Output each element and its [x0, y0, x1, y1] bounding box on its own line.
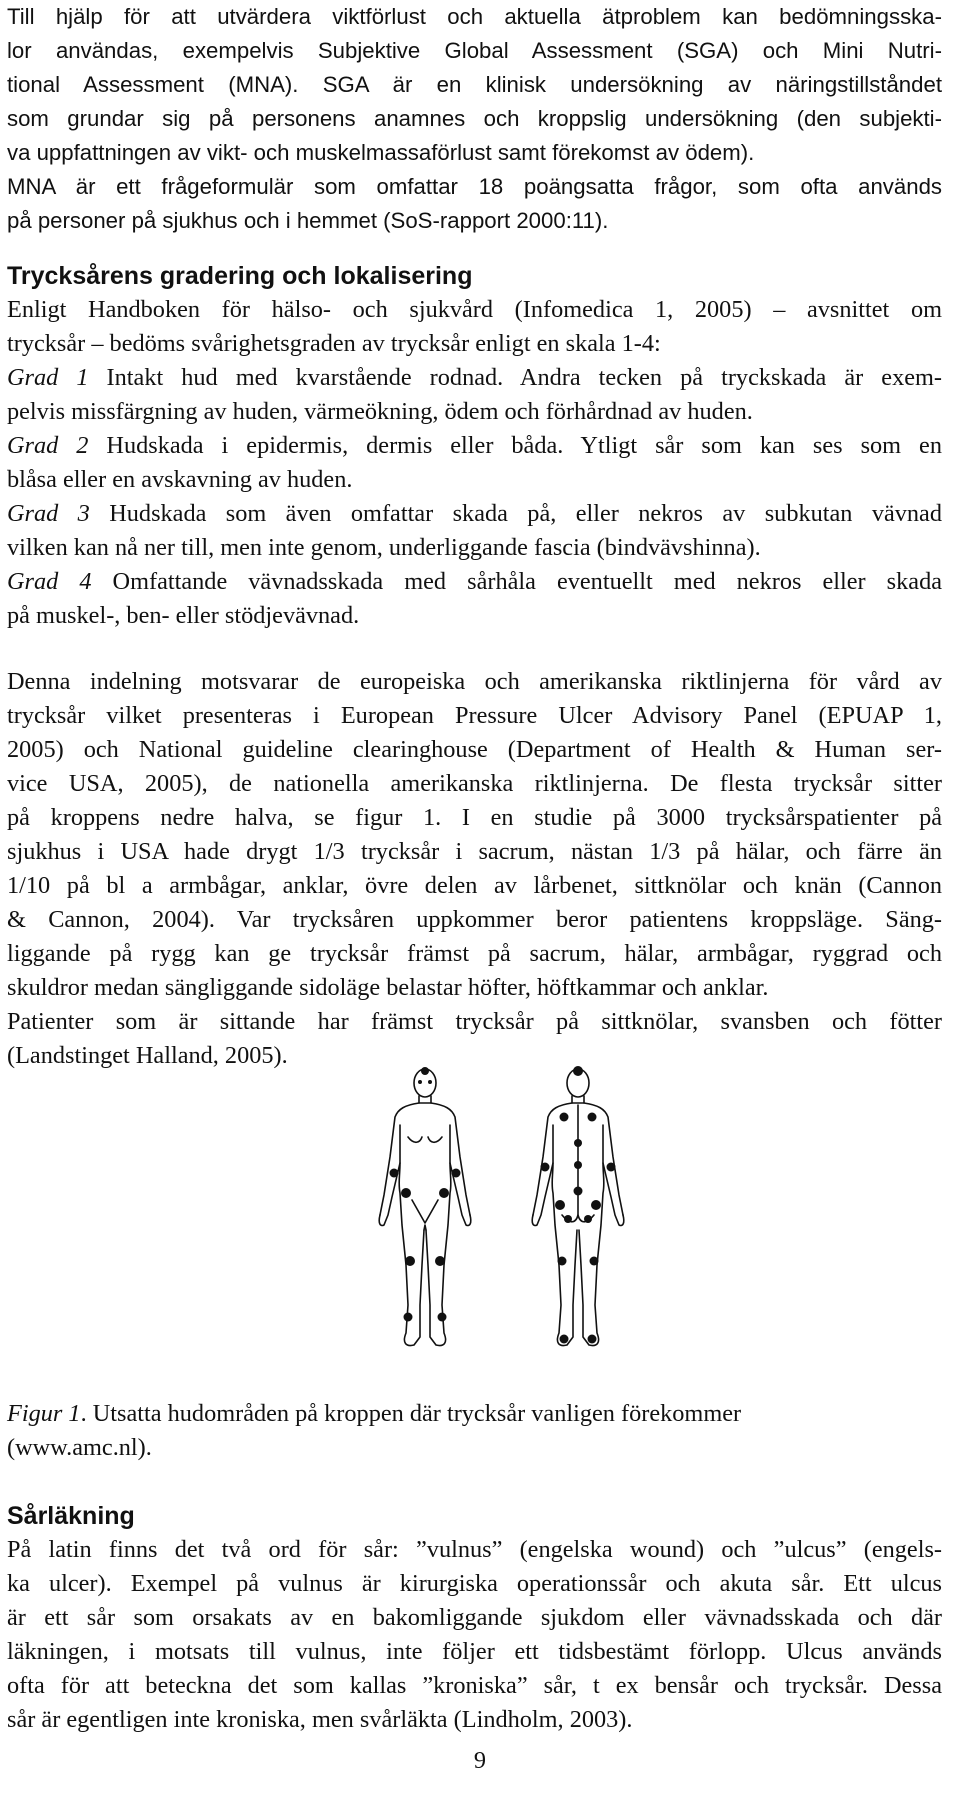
text-line: tional Assessment (MNA). SGA är en klinisk undersökning av näringstillståndet: [7, 72, 942, 97]
back-body-figure: [532, 1069, 624, 1346]
text-line: liggande på rygg kan ge trycksår främst på sacrum, hälar, armbågar, ryggrad och: [7, 940, 942, 967]
text-line: MNA är ett frågeformulär som omfattar 18 poängsatta frågor, som ofta används: [7, 174, 942, 199]
text-line: va uppfattningen av vikt- och muskelmassaförlust samt förekomst av ödem).: [7, 140, 755, 165]
grade-label: Grad 2: [7, 432, 89, 459]
text-line: På latin finns det två ord för sår: ”vulnus” (engelska wound) och ”ulcus” (engels-: [7, 1536, 942, 1563]
text-line: sjukhus i USA hade drygt 1/3 trycksår i sacrum, nästan 1/3 på hälar, och färre än: [7, 838, 942, 865]
figure-caption: [7, 1397, 942, 1465]
text-line: på kroppens nedre halva, se figur 1. I en studie på 3000 trycksårspatienter på: [7, 804, 942, 831]
text-line: vice USA, 2005), de nationella amerikanska riktlinjerna. De flesta trycksår sitter: [7, 770, 942, 797]
text-line: på personer på sjukhus och i hemmet (SoS-rapport 2000:11).: [7, 208, 609, 233]
section-heading: Trycksårens gradering och lokalisering: [7, 262, 473, 290]
text-line: trycksår vilket presenteras i European Pressure Ulcer Advisory Panel (EPUAP 1,: [7, 702, 942, 729]
grade-3-line: Grad 3 Hudskada som även omfattar skada på, eller nekros av subkutan vävnad: [7, 500, 942, 527]
pressure-point-markers: [390, 1066, 616, 1344]
text-line: pelvis missfärgning av huden, värmeökning, ödem och förhårdnad av huden.: [7, 398, 753, 425]
grade-2-line: Grad 2 Hudskada i epidermis, dermis eller båda. Ytligt sår som kan ses som en: [7, 432, 942, 459]
text-line: Patienter som är sittande har främst trycksår på sittknölar, svansben och fötter: [7, 1008, 942, 1035]
text-line: blåsa eller en avskavning av huden.: [7, 466, 353, 493]
text-line: 2005) och National guideline clearinghouse (Department of Health & Human ser-: [7, 736, 942, 763]
grade-label: Grad 3: [7, 500, 90, 527]
text-line: ofta för att beteckna det som kallas ”kroniska” sår, t ex bensår och trycksår. Dessa: [7, 1672, 942, 1699]
figure-label: Figur 1: [7, 1400, 81, 1427]
text-line: ka ulcer). Exempel på vulnus är kirurgiska operationssår och akuta sår. Ett ulcus: [7, 1570, 942, 1597]
location-paragraph: [7, 665, 942, 1073]
section-heading: Sårläkning: [7, 1502, 135, 1530]
body-outline-illustration: [350, 1065, 650, 1370]
caption-line: Figur 1. Utsatta hudområden på kroppen där trycksår vanligen förekommer: [7, 1400, 742, 1427]
intro-paragraph: [7, 0, 942, 238]
page-number: 9: [473, 1747, 487, 1774]
text-line: på muskel-, ben- eller stödjevävnad.: [7, 602, 360, 629]
text-line: (Landstinget Halland, 2005).: [7, 1042, 288, 1069]
grade-label: Grad 1: [7, 364, 89, 391]
text-line: är ett sår som orsakats av en bakomliggande sjukdom eller vävnadsskada och där: [7, 1604, 942, 1631]
text-line: lor användas, exempelvis Subjektive Global Assessment (SGA) och Mini Nutri-: [7, 38, 942, 63]
grading-text: [7, 293, 942, 633]
text-line: Denna indelning motsvarar de europeiska och amerikanska riktlinjerna för vård av: [7, 668, 942, 695]
text-line: Enligt Handboken för hälso- och sjukvård (Infomedica 1, 2005) – avsnittet om: [7, 296, 942, 323]
text-line: som grundar sig på personens anamnes och kroppslig undersökning (den subjekti-: [7, 106, 942, 131]
text-line: läkningen, i motsats till vulnus, inte följer ett tidsbestämt förlopp. Ulcus används: [7, 1638, 942, 1665]
text-line: vilken kan nå ner till, men inte genom, underliggande fascia (bindvävshinna).: [7, 534, 761, 561]
grade-1-line: Grad 1 Intakt hud med kvarstående rodnad. Andra tecken på tryckskada är exem-: [7, 364, 942, 391]
text-line: sår är egentligen inte kroniska, men svårläkta (Lindholm, 2003).: [7, 1706, 633, 1733]
text-line: Till hjälp för att utvärdera viktförlust och aktuella ätproblem kan bedömningsska-: [7, 4, 942, 29]
text-line: & Cannon, 2004). Var trycksåren uppkommer beror patientens kroppsläge. Säng-: [7, 906, 942, 933]
text-line: skuldror medan sängliggande sidoläge belastar höfter, höftkammar och anklar.: [7, 974, 769, 1001]
text-line: 1/10 på bl a armbågar, anklar, övre delen av lårbenet, sittknölar och knän (Cannon: [7, 872, 942, 899]
caption-line: (www.amc.nl).: [7, 1434, 152, 1461]
wound-healing-paragraph: [7, 1533, 942, 1737]
grade-4-line: Grad 4 Omfattande vävnadsskada med sårhåla eventuellt med nekros eller skada: [7, 568, 942, 595]
grade-label: Grad 4: [7, 568, 92, 595]
body-pressure-figure: [350, 1065, 650, 1370]
front-body-figure: [379, 1069, 471, 1346]
text-line: trycksår – bedöms svårighetsgraden av trycksår enligt en skala 1-4:: [7, 330, 661, 357]
